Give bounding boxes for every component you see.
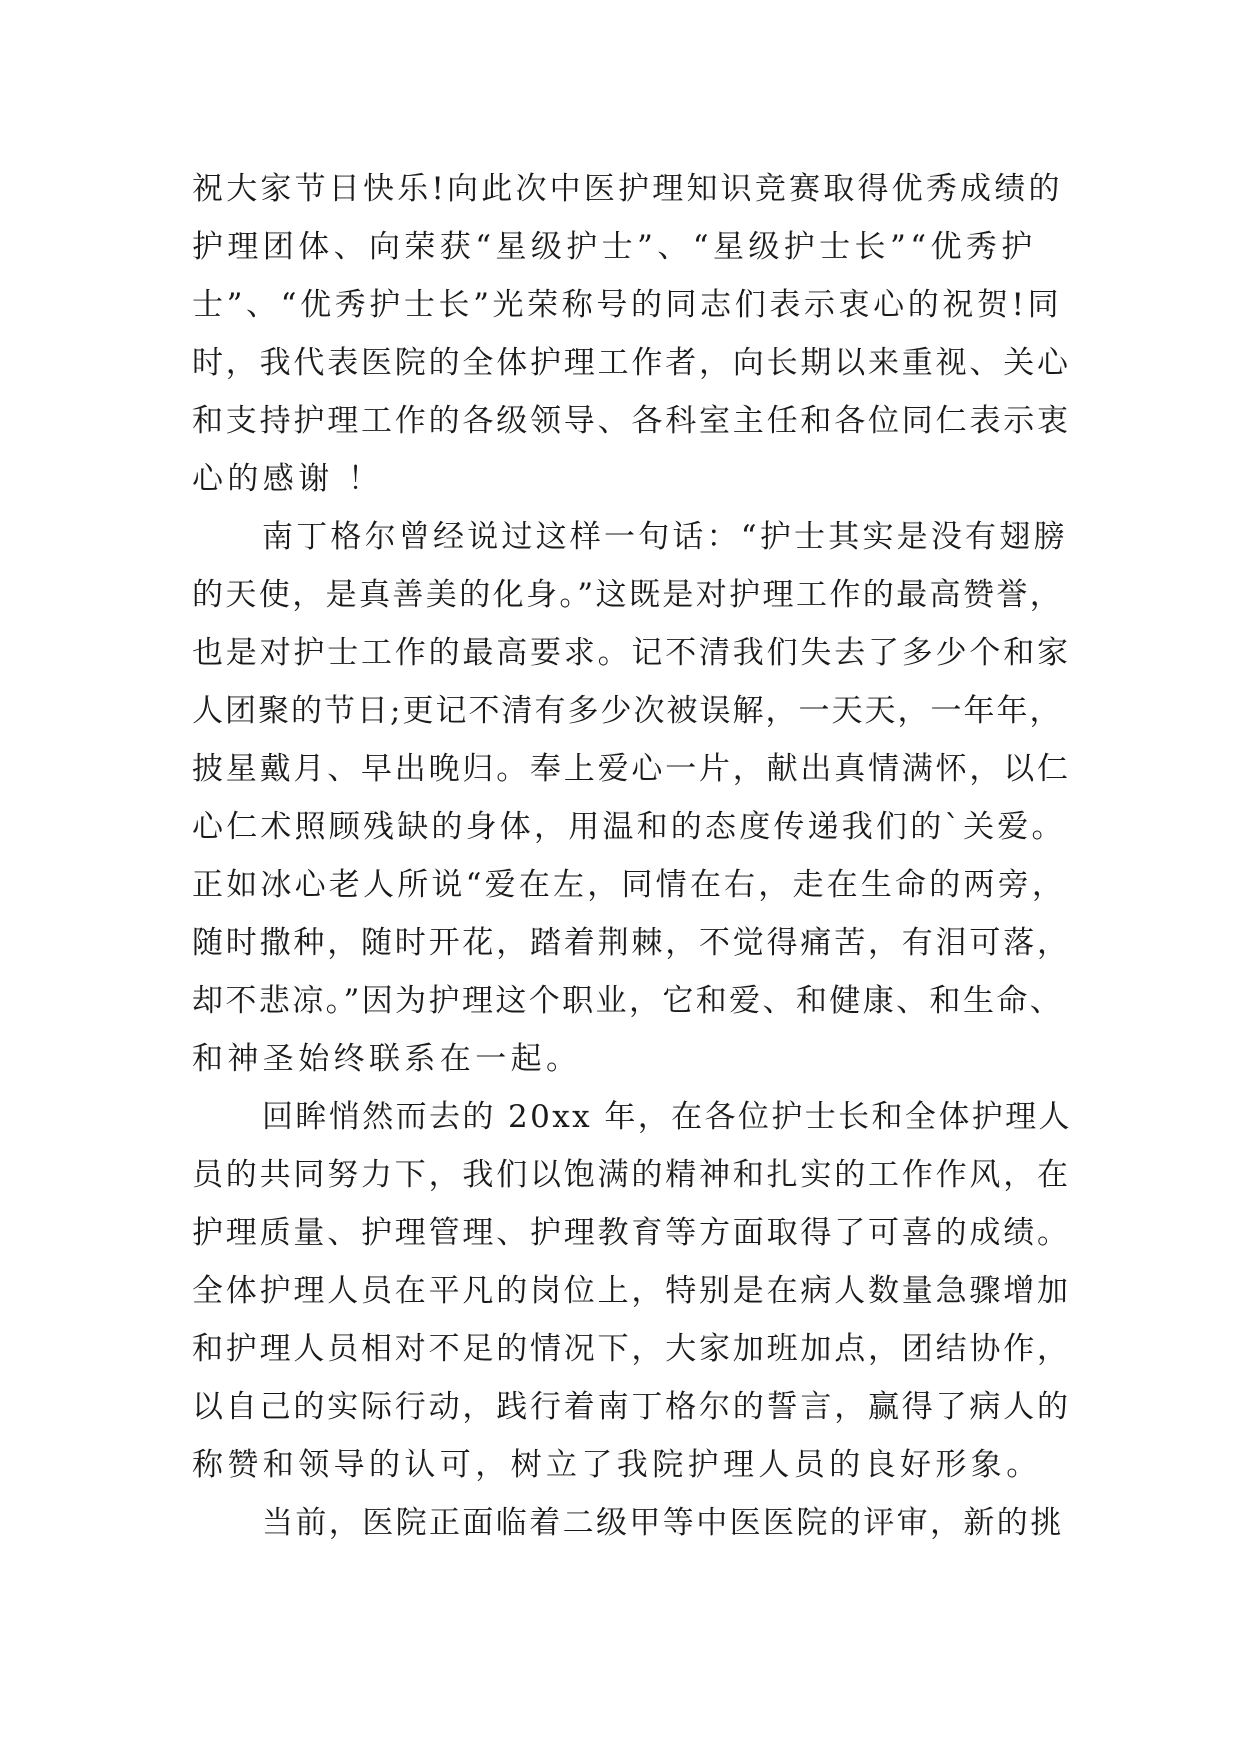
text-line: 祝大家节日快乐!向此次中医护理知识竞赛取得优秀成绩的	[192, 171, 1063, 207]
text-line: 护理团体、向荣获“星级护士”、“星级护士长”“优秀护	[192, 229, 1037, 265]
text-line: 护理质量、护理管理、护理教育等方面取得了可喜的成绩。	[192, 1215, 1071, 1251]
text-line: 以自己的实际行动，践行着南丁格尔的誓言，赢得了病人的	[192, 1389, 1071, 1425]
text-line: 士”、“优秀护士长”光荣称号的同志们表示衷心的祝贺!同	[192, 287, 1063, 323]
text-line: 披星戴月、早出晚归。奉上爱心一片，献出真情满怀，以仁	[192, 751, 1071, 787]
text-line: 称赞和领导的认可，树立了我院护理人员的良好形象。	[192, 1447, 1042, 1483]
text-line: 心仁术照顾残缺的身体，用温和的态度传递我们的`关爱。	[192, 809, 1066, 845]
text-line: 随时撒种，随时开花，踏着荆棘，不觉得痛苦，有泪可落，	[192, 925, 1071, 961]
text-line: 当前，医院正面临着二级甲等中医医院的评审，新的挑	[262, 1505, 1064, 1541]
text-line: 回眸悄然而去的 20xx 年，在各位护士长和全体护理人	[262, 1099, 1072, 1135]
text-line: 正如冰心老人所说“爱在左，同情在右，走在生命的两旁，	[192, 867, 1067, 903]
text-line: 人团聚的节日;更记不清有多少次被误解，一天天，一年年，	[192, 693, 1063, 729]
paragraph-1	[192, 160, 1072, 508]
text-line: 全体护理人员在平凡的岗位上，特别是在病人数量急骤增加	[192, 1273, 1071, 1309]
text-line: 时，我代表医院的全体护理工作者，向长期以来重视、关心	[192, 345, 1071, 381]
text-line: 员的共同努力下，我们以饱满的精神和扎实的工作作风，在	[192, 1157, 1071, 1193]
document-body	[192, 160, 1072, 1552]
text-line: 和护理人员相对不足的情况下，大家加班加点，团结协作，	[192, 1331, 1071, 1367]
text-line: 和神圣始终联系在一起。	[192, 1041, 582, 1077]
paragraph-3	[192, 1088, 1072, 1494]
text-line: 心的感谢 ！	[192, 461, 384, 497]
text-line: 南丁格尔曾经说过这样一句话：“护士其实是没有翅膀	[262, 519, 1068, 555]
text-line: 和支持护理工作的各级领导、各科室主任和各位同仁表示衷	[192, 403, 1071, 439]
text-line: 的天使，是真善美的化身。”这既是对护理工作的最高赞誉，	[192, 577, 1064, 613]
paragraph-4	[192, 1494, 1072, 1552]
paragraph-2	[192, 508, 1072, 1088]
text-line: 却不悲凉。”因为护理这个职业，它和爱、和健康、和生命、	[192, 983, 1064, 1019]
text-line: 也是对护士工作的最高要求。记不清我们失去了多少个和家	[192, 635, 1071, 671]
